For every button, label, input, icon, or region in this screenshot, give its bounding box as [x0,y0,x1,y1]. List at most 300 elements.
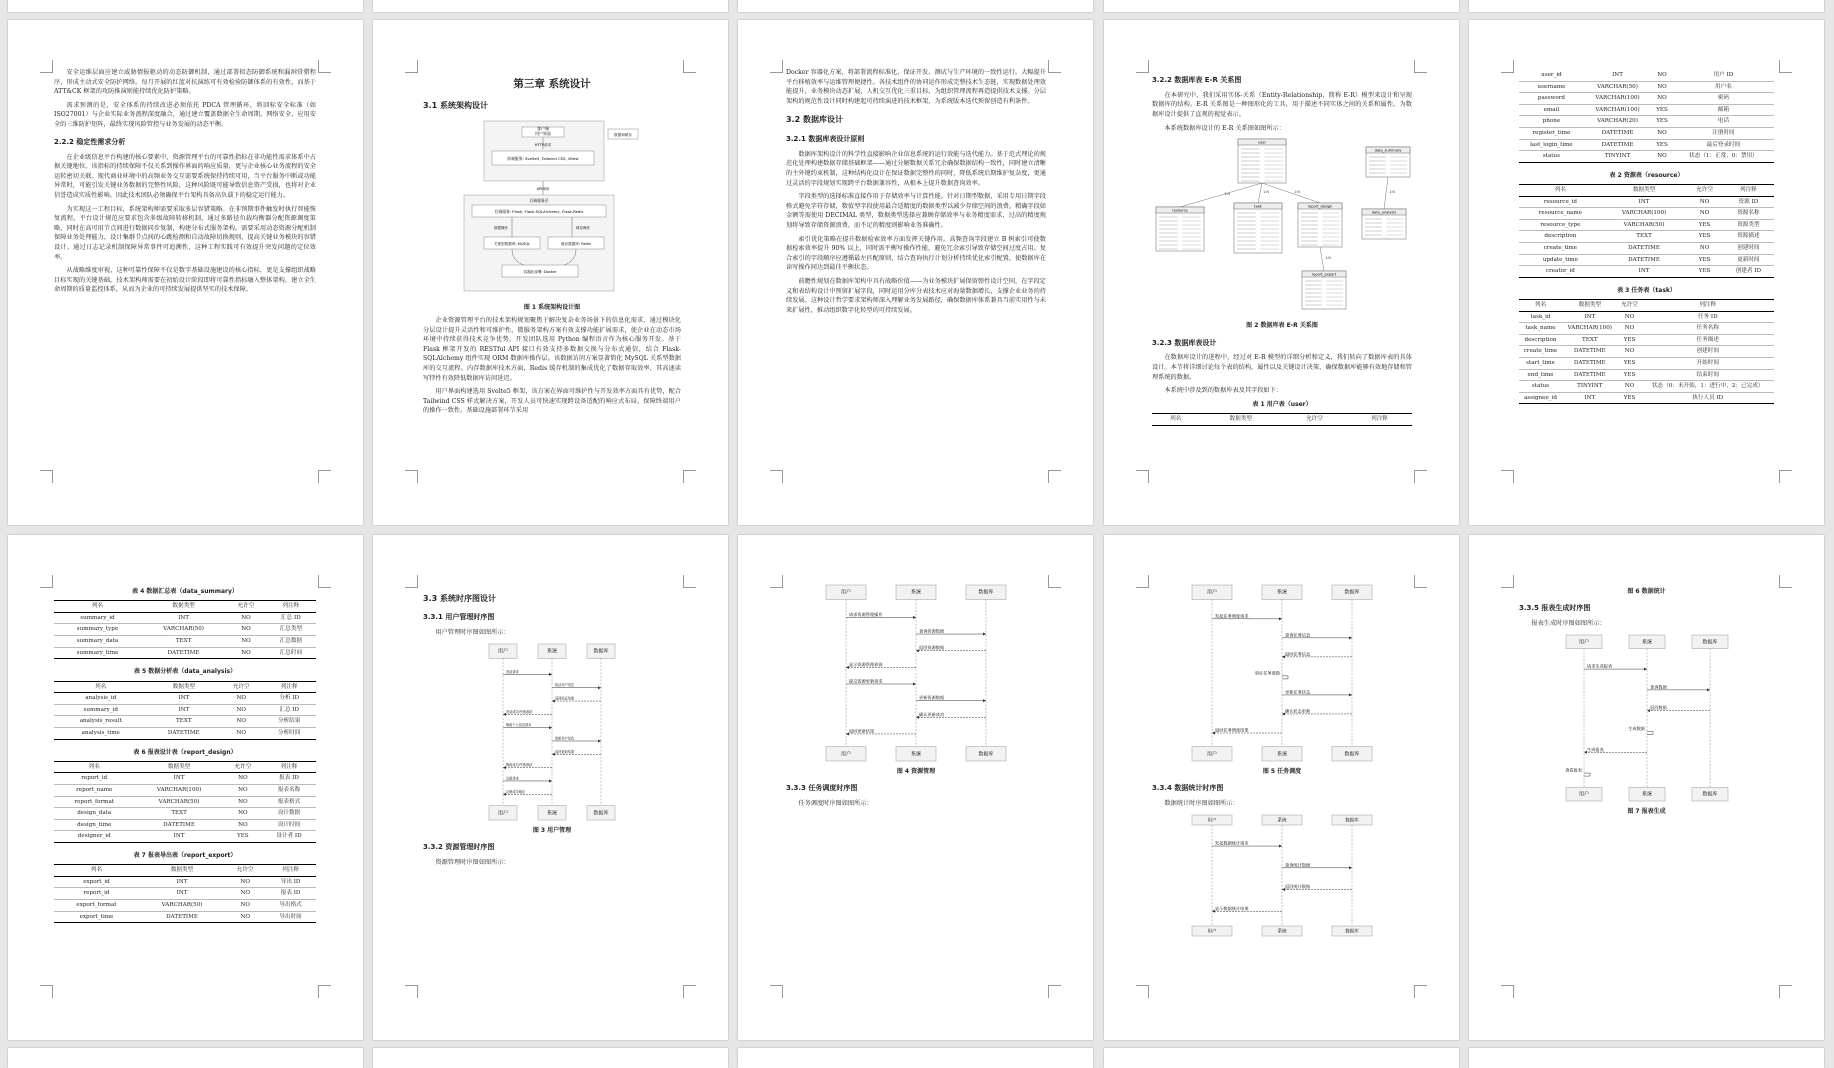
actor-label: 用户 [840,589,852,596]
col-header: 列名 [1519,300,1562,312]
page-body [786,68,1046,319]
sequence-message [846,611,916,619]
er-entity [1234,203,1282,253]
table-cell: NO [226,624,266,636]
table-row [54,624,316,636]
actor-label: 系统 [1277,818,1287,824]
document-page-partial [738,1048,1093,1068]
table-cell: YES [1651,104,1673,116]
table-cell: VARCHAR(100) [134,785,223,797]
table-cell: NO [220,727,262,739]
message-label: 返回更新结果 [555,749,575,754]
actor-label: 系统 [1277,929,1287,935]
figure-caption: 图 5 任务调度 [1262,768,1302,775]
table-cell: NO [1618,346,1642,358]
sequence-actor [1192,926,1232,936]
document-page-4 [1104,20,1459,525]
paragraph: 前瞻性规划在数据库架构中具有战略价值——为业务模块扩展保留弹性设计空间，在字段定义和表结构设计中预留扩展字段，同时运用分库分表技术应对海量数据增长，支撑企业业务的持续发展。这种设计哲学要求架构师深入理解业务发展路径，确保数据库体系兼具当前实用性与未来扩展性，推动组织数字化转型的可持续发展。 [786,277,1046,314]
document-page-partial [373,1048,728,1068]
paragraph: 本系统数据库设计的 E-R 关系图如图所示： [1164,124,1285,132]
message-label: 查看报表 [1564,767,1582,773]
actor-label: 系统 [910,751,922,758]
table-cell: NO [226,612,266,624]
document-page-partial [1469,0,1824,12]
paragraph: 在本研究中，我们采用实体-关系（Entity-Relationship，简称 E-R）模型来设计和呈现数据库的结构。E-R 关系图是一种图形化的工具，用于描述不同实体之间的关系和属性。为数据库设计提供了直观的视觉表示。 [1152,91,1412,119]
table-cell: user_id [1519,70,1584,81]
col-header: 数据类型 [141,601,226,613]
table-caption: 表 1 用户表（user） [1252,400,1312,408]
document-page-9 [1104,535,1459,1040]
col-header: 列注释 [1641,300,1774,312]
actor-label: 用户 [1578,639,1589,646]
sequence-actor [896,585,936,599]
sequence-actor [1192,747,1232,761]
table-row [54,693,316,705]
sequence-message [1628,725,1653,735]
task-table [1519,299,1774,404]
table-cell: analysis_result [54,716,147,728]
table-cell: 任务 ID [1641,311,1774,323]
table-cell: analysis_time [54,727,147,739]
table-cell: VARCHAR(100) [1584,104,1651,116]
er-entity [1302,271,1346,309]
sequence-message [503,669,552,676]
sequence-actor [1566,787,1602,801]
actor-label: 数据库 [1345,929,1359,935]
col-header: 列名 [1519,185,1602,197]
table-row [54,876,316,888]
table-cell: DATETIME [1584,139,1651,151]
sequence-message [552,735,601,742]
table-cell: 分析时间 [262,727,316,739]
er-entity-name: task [1254,204,1262,209]
col-header: 数据类型 [134,761,223,773]
sequence-actor [896,747,936,761]
message-label: 提交资源更新请求 [849,678,883,684]
sequence-actor [1262,585,1302,599]
document-page-partial [373,0,728,12]
er-relationship-line [1384,177,1388,209]
sequence-message [1282,707,1352,715]
message-label: 请求生成报表 [1586,663,1612,669]
table-cell: 资源 ID [1723,196,1774,208]
table-cell: 资源类型 [1723,219,1774,231]
sequence-message [846,727,916,735]
paragraph: 数据库架构设计的科学性直接影响企业信息系统的运行效能与迭代能力。基于范式理论的规范化处理构建数据存储基础框架——通过分解数据关系冗余确保数据结构一致性，同时建立清晰的主外键约束机制，这种结构化设计在保证数据完整性的同时，降低系统后期维护复杂度，更通过灵活的字段规划实现跨平台数据兼容性，从根本上提升数据查询效率。 [786,150,1046,187]
table-cell: NO [1686,196,1722,208]
analysis-table [54,681,316,740]
er-cardinality: 1:N [1263,190,1270,195]
er-relationship-line [1258,183,1262,203]
arch-redis-label: 缓存数据库: Redis [560,241,592,246]
table-cell: 汇总数据 [266,636,316,648]
message-label: 查询数据 [1649,684,1667,690]
message-label: 返回资源数据 [919,645,945,651]
er-cardinality: 1:N [1389,190,1396,195]
sequence-actor [1192,815,1232,825]
table-cell: report_format [54,796,134,808]
report-sequence-diagram [1557,633,1737,803]
section-heading: 3.1 系统架构设计 [423,101,488,111]
paragraph: 在数据库设计的进程中，经过对 E-R 模型的详细分析和定义，我们转向了数据库表的具体设计。本节将详细讨论每个表的结构，属性以及关键设计决策，确保数据库能够有效地存储和管理系统的数据。 [1152,354,1412,381]
table-cell: assignee_id [1519,392,1562,404]
sequence-message [846,661,916,669]
er-entity-name: user [1258,140,1266,145]
table-row [1519,219,1774,231]
table-cell: INT [147,693,220,705]
table-cell: report_name [54,785,134,797]
page-body [1152,583,1412,938]
table-cell: summary_id [54,704,147,716]
table-row [54,888,316,900]
message-label: 验证用户信息 [555,683,575,688]
document-page-5 [1469,20,1824,525]
table-row [1519,392,1774,404]
message-label: 请求资源管理操作 [849,611,883,617]
table-cell: 汇总类型 [266,624,316,636]
table-row [1519,70,1774,81]
sequence-message [1647,704,1710,712]
document-page-8 [738,535,1093,1040]
col-header: 数据类型 [1200,414,1282,426]
message-label: 更新资源数据 [919,695,945,701]
table-cell: DATETIME [1562,358,1618,370]
table-cell: end_time [1519,369,1562,381]
sequence-actor [1262,747,1302,761]
sequence-message [916,711,986,719]
table-cell: TEXT [1562,334,1618,346]
table-cell: NO [225,911,265,923]
message-label: 发起任务调度请求 [1215,613,1249,619]
table-cell: VARCHAR(20) [1584,116,1651,128]
sequence-actor [1692,787,1728,801]
sequence-message [503,789,552,796]
table-cell: report_id [54,773,134,785]
page-body [786,583,1046,813]
table-cell: NO [1651,127,1673,139]
sequence-actor [1262,926,1302,936]
table-cell: export_time [54,911,139,923]
sequence-message [552,695,601,702]
actor-label: 数据库 [978,589,994,596]
col-header: 允许空 [226,601,266,613]
col-header: 列名 [54,761,134,773]
table-cell: NO [225,900,265,912]
paragraph: 企业资源管理平台的技术架构规划聚焦于解决复杂业务场景下的信息化需求，通过模块化分层设计提升灵活性和可维护性，微服务架构方案有效支撑功能扩展需求，使企业在动态市场环境中持续获得技术竞争优势。开发团队选用 Python 编程语言作为核心服务开发。基于 Flask 框架开发的 RESTful API 接口有效支持多数据交换与分布式通信，结合 Flask-SQLAlchemy 组件实现 ORM 数据库操作层。该数据访问方案显著简化 MySQL 关系型数据库的交互流程。内存数据库技术方面，Redis 缓存机制的集成优化了数据存取效率，其高速读写特性有效降低数据库访问延迟。 [423,316,681,382]
sequence-actor [826,747,866,761]
table-cell: INT [1562,392,1618,404]
arch-cacheop-label: 缓存操作 [576,225,590,230]
export-table [54,864,316,923]
table-row [1519,381,1774,393]
table-cell: 设计者 ID [262,831,316,843]
col-header: 允许空 [224,761,262,773]
col-header: 数据类型 [147,681,220,693]
table-cell: 任务描述 [1641,334,1774,346]
message-label: 登录请求 [506,669,519,674]
table-cell: 汇总 ID [266,612,316,624]
sequence-actor [538,644,566,658]
table-cell: DATETIME [141,647,226,659]
actor-label: 用户 [497,648,509,655]
actor-label: 用户 [1206,751,1218,758]
col-header: 允许空 [225,865,265,877]
table-row [54,773,316,785]
table-cell: INT [1602,196,1687,208]
table-cell: NO [1651,151,1673,163]
paragraph: 资源管理时序图如图所示： [435,858,510,866]
table-row [1519,104,1774,116]
col-header: 列名 [1152,414,1200,426]
sequence-message [1212,726,1282,734]
table-cell: design_data [54,808,134,820]
message-label: 更新任务状态 [1285,689,1311,695]
table-row [54,647,316,659]
table-row [1519,208,1774,220]
sequence-message [1212,905,1282,913]
arch-client-label: 客户端 [537,125,549,131]
table-cell: TINYINT [1584,151,1651,163]
table-cell: 创建者 ID [1723,266,1774,278]
table-cell: summary_data [54,636,141,648]
col-header: 数据类型 [139,865,225,877]
paragraph: 用户管理时序图如图所示： [435,629,510,637]
er-entity-name: report_design [1307,204,1333,209]
table-cell: NO [1686,208,1722,220]
table-cell: DATETIME [1562,346,1618,358]
table-cell: NO [1651,93,1673,105]
document-page-2 [373,20,728,525]
document-page-6 [8,535,363,1040]
sequence-actor [1332,926,1372,936]
page-body [1152,68,1412,434]
table-cell: description [1519,231,1602,243]
sequence-message [1282,883,1352,891]
table-cell: description [1519,334,1562,346]
er-entity-name: data_analysis [1371,210,1397,215]
figure-caption: 图 7 报表生成 [1627,807,1666,815]
table-row [1519,93,1774,105]
message-label: 显示数据统计结果 [1215,905,1249,911]
table-cell: 密码 [1673,93,1774,105]
table-row [54,831,316,843]
table-cell: last_login_time [1519,139,1584,151]
table-cell: VARCHAR(100) [1602,208,1687,220]
col-header: 数据类型 [1602,185,1687,197]
table-cell: VARCHAR(100) [1584,93,1651,105]
section-heading: 2.2.2 稳定性需求分析 [54,137,126,146]
table-cell: task_id [1519,311,1562,323]
col-header: 列注释 [1347,414,1412,426]
table-cell: 汇总时间 [266,647,316,659]
table-row [1519,243,1774,255]
col-header: 允许空 [220,681,262,693]
paragraph: 从战略维度审视，这种可靠性保障不仅是数字基础设施建设的核心指标，更是支撑组织战略目标实现的关键基础。技术架构师需要在初始设计阶段即将可靠性指标融入整体架构，建立全生命周期的质量监控体系，从而为企业的可持续发展提供坚实的技术保障。 [54,267,316,294]
message-label: 返回任务调度结果 [1215,727,1249,733]
sequence-message [1282,650,1352,658]
table-cell: DATETIME [1602,254,1687,266]
table-cell: email [1519,104,1584,116]
user-table [1519,70,1774,163]
actor-label: 用户 [497,810,509,817]
table-row [1519,346,1774,358]
table-cell: 任务名称 [1641,323,1774,335]
section-heading: 3.2 数据库设计 [786,115,843,125]
table-cell: report_id [54,888,139,900]
table-cell: 设计时间 [262,819,316,831]
col-header: 列注释 [1723,185,1774,197]
sequence-actor [1566,635,1602,649]
table-cell: INT [147,704,220,716]
table-caption: 表 7 报表导出表（report_export） [133,851,237,859]
paragraph: 安全运维层面应建立威胁情报驱动的动态防御机制，通过部署拟态防御系统和漏洞赏猎程序，形成主动式安全防护网络。每月开展的红蓝对抗演练可有效检验防御体系的有效性，而基于 ATT&CK 框架的攻防推演则能持续优化防护策略。 [54,69,316,96]
actor-label: 系统 [1641,791,1652,798]
table-cell: YES [1686,266,1722,278]
er-relationship-line [1262,183,1320,203]
table-cell: NO [220,704,262,716]
arch-browser-label: 用户界面 [535,130,551,136]
table-cell: 报表格式 [262,796,316,808]
arch-mysql-label: 关系型数据库: MySQL [493,241,531,246]
figure-caption: 图 4 资源管理 [896,768,936,775]
document-page-10 [1469,535,1824,1040]
table-row [1519,231,1774,243]
table-cell: TEXT [134,808,223,820]
subsection-heading: 3.3.3 任务调度时序图 [786,784,858,793]
col-header: 允许空 [1686,185,1722,197]
document-page-3 [738,20,1093,525]
message-label: 返回任务信息 [1285,651,1311,657]
actor-label: 系统 [546,648,558,655]
subsection-heading: 3.3.5 报表生成时序图 [1519,604,1591,613]
actor-label: 数据库 [978,751,994,758]
table-cell: NO [224,796,262,808]
paragraph: 需求预测的是，安全体系的持续改进必须依托 PDCA 管理循环，将回标安全标准（如 ISO27001）与企业实际业务流程深度融合，通过建立覆盖数据全生命周期、网络安全、应用安全的三维防护矩阵，最终实现风险管控与业务发展的动态平衡。 [54,101,316,129]
message-label: 返回更新结果 [849,728,875,734]
table-cell: 资源描述 [1723,231,1774,243]
actor-label: 数据库 [593,810,609,817]
table-cell: NO [220,693,262,705]
table-cell: YES [1686,231,1722,243]
table-cell: VARCHAR(50) [1602,219,1687,231]
table-cell: VARCHAR(50) [141,624,226,636]
table-cell: summary_type [54,624,141,636]
table-cell: designer_id [54,831,134,843]
col-header: 列注释 [262,681,316,693]
table-cell: resource_name [1519,208,1602,220]
sequence-message [1584,662,1647,670]
table-row [54,911,316,923]
table-row [54,636,316,648]
sequence-actor [587,805,615,819]
table-cell: YES [1618,334,1642,346]
table-cell: export_id [54,876,139,888]
table-cell: create_time [1519,243,1602,255]
table-cell: 邮箱 [1673,104,1774,116]
table-cell: 设计数据 [262,808,316,820]
table-cell: DATETIME [1584,127,1651,139]
table-caption: 表 6 报表设计表（report_design） [133,748,237,756]
architecture-diagram [462,119,642,299]
table-row [1519,81,1774,93]
table-cell: status [1519,381,1562,393]
page-body [423,585,681,872]
stats-sequence-diagram [1182,813,1382,938]
er-diagram [1152,137,1412,317]
sequence-actor [1192,585,1232,599]
er-entity [1238,139,1286,183]
paragraph: 为实现这一工程目标，系统架构师需要采取多层容错策略。在非预期事件触发时执行智能恢复流程，平台设计规范应要求包含多级故障转移机制，通过多路径负载均衡器分配资源调度策略，同时在高可用节点间进行数据同步复制，构建分布式服务架构。需要采用动态资源分配机制保障业务处理能力，设计集群节点间的心跳检测和自动故障切换规则，提高关键业务模块的容错设计。通过日志记录机制保障异常事件可追溯性，这种工程实践可有效提升突发问题的定位效率。 [54,205,316,261]
actor-label: 数据库 [1701,791,1718,798]
arch-dbop-label: 数据操作 [494,225,508,230]
sequence-actor [1332,747,1372,761]
table-cell: YES [1651,116,1673,128]
table-cell: INT [139,876,225,888]
col-header: 列注释 [265,865,316,877]
resource-sequence-diagram [816,583,1016,763]
table-caption: 表 4 数据汇总表（data_summary） [132,588,238,595]
er-entity-name: resource [1172,208,1188,213]
table-cell: phone [1519,116,1584,128]
message-label: 更新用户信息 [555,736,575,741]
table-caption: 表 3 任务表（task） [1617,286,1676,294]
table-cell: register_time [1519,127,1584,139]
table-row [1519,266,1774,278]
page-body [1519,583,1774,820]
document-page-partial [1104,1048,1459,1068]
table-row [54,716,316,728]
table-cell: NO [1651,70,1673,81]
table-cell: 状态（0：未开始，1：进行中，2：已完成） [1641,381,1774,393]
table-cell: TINYINT [1562,381,1618,393]
table-cell: YES [1686,254,1722,266]
table-cell: NO [224,808,262,820]
table-cell: INT [1584,70,1651,81]
table-row [1519,139,1774,151]
table-cell: 分析结果 [262,716,316,728]
sequence-message [1212,839,1282,847]
message-label: 查询资源数据 [919,628,945,634]
paragraph: 任务调度时序图如图所示： [798,800,873,808]
sequence-actor [538,805,566,819]
table-row [1519,196,1774,208]
table-cell: update_time [1519,254,1602,266]
subsection-heading: 3.2.3 数据库表设计 [1152,338,1217,347]
table-cell: 汇总 ID [262,704,316,716]
sequence-actor [1692,635,1728,649]
document-page-partial [1469,1048,1824,1068]
table-cell: INT [139,888,225,900]
message-label: 登录成功/失败响应 [506,709,533,714]
sequence-message [552,682,601,689]
user-table-header [1152,413,1412,426]
message-label: 确认更新成功 [919,711,945,717]
table-row [54,785,316,797]
page-body [54,68,316,299]
sequence-message [916,644,986,652]
summary-table [54,600,316,659]
sequence-message [1255,669,1288,679]
sequence-actor [1332,585,1372,599]
document-page-partial [738,0,1093,12]
table-cell: 报表名称 [262,785,316,797]
table-cell: DATETIME [134,819,223,831]
table-cell: NO [225,888,265,900]
table-cell: DATETIME [1602,243,1687,255]
col-header: 列名 [54,865,139,877]
table-cell: password [1519,93,1584,105]
arch-http-label: HTTP请求 [534,142,552,147]
